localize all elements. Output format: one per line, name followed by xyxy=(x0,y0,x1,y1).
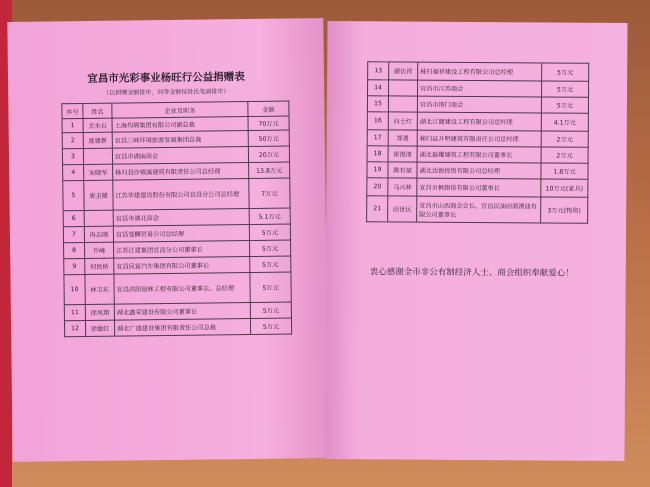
donation-amount: 5万元 xyxy=(250,240,291,256)
row-number: 20 xyxy=(367,178,388,196)
row-number: 12 xyxy=(64,321,85,337)
row-number: 17 xyxy=(367,130,388,146)
row-number: 3 xyxy=(62,149,83,165)
donor-name xyxy=(83,148,112,164)
header-name: 姓名 xyxy=(83,103,112,118)
donor-company: 秭归县沙镇溪建筑有限责任公司总经理 xyxy=(113,163,249,181)
row-number: 15 xyxy=(367,96,388,112)
table-row xyxy=(367,196,588,224)
donation-amount: 5万元 xyxy=(250,272,291,302)
donation-amount: 50万元 xyxy=(248,130,289,146)
table-row xyxy=(367,130,588,148)
donor-name: 田世民 xyxy=(388,196,417,222)
donor-name: 陈有斌 xyxy=(388,162,417,178)
row-number: 14 xyxy=(368,80,389,96)
table-row xyxy=(64,272,291,305)
donor-name: 颜伏祥 xyxy=(389,62,418,80)
donor-name: 郑勇 xyxy=(388,130,417,146)
row-number: 10 xyxy=(64,275,85,305)
table-row xyxy=(367,162,588,180)
left-page xyxy=(7,18,328,462)
row-number: 4 xyxy=(63,165,84,181)
donor-company: 宜昌市山西商会会长、宜昌民油田润滑油有限公司董事长 xyxy=(417,196,541,223)
row-number: 2 xyxy=(62,133,83,149)
donor-company: 湖北鑫荣建设有限公司董事长 xyxy=(114,302,250,320)
donation-amount: 2万元 xyxy=(541,147,588,163)
donation-amount: 5万元 xyxy=(250,318,291,334)
right-page xyxy=(324,21,627,461)
donor-company: 宜昌三峡环境旅游发展集团总裁 xyxy=(112,131,248,149)
donation-amount: 5万元 xyxy=(542,81,589,97)
donation-table-left xyxy=(61,101,292,338)
donation-amount: 7万元 xyxy=(249,178,290,208)
row-number: 21 xyxy=(367,196,388,222)
donor-company: 宜昌蓥麟贸易公司总经理 xyxy=(113,225,249,243)
row-number: 18 xyxy=(367,146,388,162)
table-row xyxy=(368,62,589,82)
table-row xyxy=(367,178,588,198)
table-row xyxy=(64,318,291,337)
donor-company: 宜昌市枫银佳有限公司董事长 xyxy=(417,178,541,197)
donor-company: 江苏江建集团宜昌分公司董事长 xyxy=(114,241,250,259)
table-row xyxy=(367,112,588,132)
donation-amount: 2万元 xyxy=(541,131,588,147)
donor-company: 秭归县开明建筑有限责任公司总经理 xyxy=(417,130,541,147)
donation-amount: 4.1万元 xyxy=(541,113,588,131)
donor-company: 宜昌市江苏商会 xyxy=(418,80,542,97)
donor-company: 江苏华建建设股份有限公司宜昌分公司总经理 xyxy=(113,179,249,211)
donor-company: 宜昌民富汽车集团有限公司董事长 xyxy=(114,257,250,275)
donor-company: 宜昌市湖北商会 xyxy=(113,209,249,227)
donation-amount: 5万元 xyxy=(542,63,589,81)
table-row xyxy=(63,178,290,211)
table-row xyxy=(367,146,588,164)
donation-table-right xyxy=(366,61,589,224)
donor-company: 湖北江健建设工程有限公司总经理 xyxy=(417,112,541,131)
row-number: 11 xyxy=(64,305,85,321)
donor-name xyxy=(389,80,418,96)
page-title: 宜昌市光彩事业杨旺行公益捐赠表 xyxy=(87,71,245,85)
row-number: 7 xyxy=(63,227,84,243)
donor-company: 宜昌市湖南商会 xyxy=(112,147,248,165)
donor-name xyxy=(388,96,417,112)
row-number: 13 xyxy=(368,62,389,80)
donor-name xyxy=(84,210,113,226)
row-number: 1 xyxy=(62,119,83,133)
donor-company: 湖北磊耀建筑工程有限公司董事长 xyxy=(417,146,541,163)
header-amount: 金额 xyxy=(248,101,289,116)
row-number: 9 xyxy=(64,259,85,275)
donation-amount: 5万元 xyxy=(250,256,291,272)
row-number: 19 xyxy=(367,162,388,178)
donor-name: 林卫东 xyxy=(85,274,114,304)
donor-company: 宜昌洪阳园林工程有限公司董事长、总经理 xyxy=(114,273,250,305)
donation-amount: 10万元(家具) xyxy=(541,179,588,197)
row-number: 6 xyxy=(63,211,84,227)
page-subtitle: （以捐赠金额排序，同等金额按姓氏笔画排序） xyxy=(103,88,230,97)
row-number: 8 xyxy=(64,243,85,259)
table-row xyxy=(367,96,588,114)
donation-amount: 5万元 xyxy=(541,97,588,113)
donor-company: 湖北广盛建设集团有限责任公司总裁 xyxy=(114,318,250,336)
donation-amount: 5万元 xyxy=(250,302,291,318)
header-no: 序号 xyxy=(62,104,83,119)
donation-amount: 5万元 xyxy=(249,224,290,240)
donation-amount: 1.8万元 xyxy=(541,163,588,179)
donor-name: 何民桥 xyxy=(85,258,114,274)
donor-name: 马兴林 xyxy=(388,178,417,196)
donor-name: 雷俊清 xyxy=(388,146,417,162)
donation-amount: 3万元(物资) xyxy=(541,197,588,223)
donation-amount: 70万元 xyxy=(248,116,289,130)
donor-company: 宜昌市荆门商会 xyxy=(417,96,541,113)
row-number: 16 xyxy=(367,112,388,130)
donor-name: 徐凤翔 xyxy=(85,304,114,320)
donor-name: 尤水石 xyxy=(83,118,112,132)
donation-amount: 20万元 xyxy=(248,146,289,162)
donor-name: 唐圭健 xyxy=(84,180,113,210)
donor-name: 度建新 xyxy=(83,132,112,148)
donor-company: 上海均瑶集团有限公司副总裁 xyxy=(112,117,248,133)
donor-company: 秭归福祥建设工程有限公司总经理 xyxy=(418,62,542,81)
donor-name: 宋晓军 xyxy=(84,164,113,180)
donor-name: 徐德红 xyxy=(85,320,114,336)
thanks-note: 衷心感谢全市非公有制经济人士、商会组织奉献爱心！ xyxy=(369,267,574,279)
donor-name: 冉志刚 xyxy=(84,226,113,242)
row-number: 5 xyxy=(63,181,84,211)
donor-name: 许峰 xyxy=(85,242,114,258)
table-row xyxy=(368,80,589,98)
donation-amount: 5.1万元 xyxy=(249,208,290,224)
donation-amount: 13.8万元 xyxy=(249,162,290,178)
donor-company: 湖北达银投资有限公司总经理 xyxy=(417,162,541,179)
header-company: 企业及职务 xyxy=(112,102,248,119)
donor-name: 向士红 xyxy=(388,112,417,130)
